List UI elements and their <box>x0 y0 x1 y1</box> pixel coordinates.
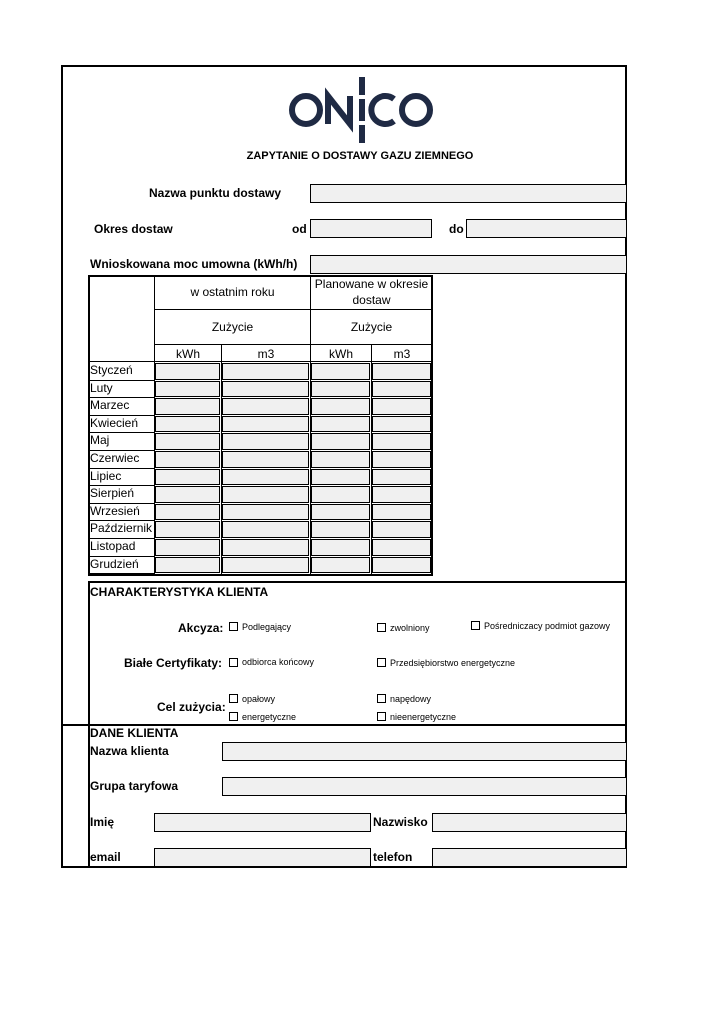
usage-cell-kwh-last[interactable] <box>155 451 220 468</box>
power-input[interactable] <box>310 255 627 274</box>
usage-cell-kwh-planned[interactable] <box>311 416 370 433</box>
usage-cell-kwh-planned[interactable] <box>311 381 370 398</box>
month-label: Marzec <box>90 398 130 413</box>
usage-cell-m3-last[interactable] <box>222 539 309 556</box>
usage-cell-m3-planned[interactable] <box>372 381 431 398</box>
delivery-point-input[interactable] <box>310 184 627 203</box>
usage-cell-m3-last[interactable] <box>222 469 309 486</box>
form-title: ZAPYTANIE O DOSTAWY GAZU ZIEMNEGO <box>246 150 474 162</box>
usage-cell-kwh-last[interactable] <box>155 557 220 574</box>
usage-cell-kwh-last[interactable] <box>155 433 220 450</box>
email-input[interactable] <box>154 848 371 867</box>
usage-cell-m3-last[interactable] <box>222 416 309 433</box>
usage-cell-m3-last[interactable] <box>222 486 309 503</box>
usage-cell-kwh-planned[interactable] <box>311 433 370 450</box>
unit-m3-last: m3 <box>257 347 275 361</box>
usage-cell-kwh-last[interactable] <box>155 363 220 380</box>
use-heating-label: opałowy <box>242 694 276 704</box>
usage-cell-m3-last[interactable] <box>222 363 309 380</box>
excise-label: Akcyza: <box>178 621 224 635</box>
usage-cell-m3-planned[interactable] <box>372 521 431 538</box>
excise-exempt-label: zwolniony <box>390 623 430 633</box>
usage-cell-m3-last[interactable] <box>222 521 309 538</box>
usage-cell-kwh-planned[interactable] <box>311 451 370 468</box>
month-label: Kwiecień <box>90 415 139 430</box>
use-propulsion-label: napędowy <box>390 694 432 704</box>
phone-label: telefon <box>373 850 413 864</box>
excise-subject-label: Podlegający <box>242 622 292 632</box>
month-label: Sierpień <box>90 486 135 501</box>
power-label: Wnioskowana moc umowna (kWh/h) <box>90 257 298 271</box>
certs-end-user-label: odbiorca końcowy <box>242 657 315 667</box>
client-name-input[interactable] <box>222 742 627 761</box>
excise-intermediary-checkbox[interactable] <box>471 621 480 630</box>
usage-cell-kwh-planned[interactable] <box>311 398 370 415</box>
month-label: Grudzień <box>90 556 139 571</box>
tariff-group-label: Grupa taryfowa <box>90 779 179 793</box>
certs-energy-company-checkbox[interactable] <box>377 658 386 667</box>
usage-cell-m3-planned[interactable] <box>372 451 431 468</box>
excise-subject-checkbox[interactable] <box>229 622 238 631</box>
last-name-label: Nazwisko <box>373 815 428 829</box>
usage-cell-kwh-planned[interactable] <box>311 363 370 380</box>
usage-cell-m3-planned[interactable] <box>372 398 431 415</box>
usage-cell-kwh-last[interactable] <box>155 398 220 415</box>
usage-cell-m3-planned[interactable] <box>372 557 431 574</box>
month-label: Listopad <box>90 539 136 553</box>
client-name-label: Nazwa klienta <box>90 744 169 758</box>
usage-cell-m3-planned[interactable] <box>372 539 431 556</box>
use-energy-checkbox[interactable] <box>229 712 238 721</box>
excise-exempt-checkbox[interactable] <box>377 623 386 632</box>
onico-logo <box>288 77 434 143</box>
usage-cell-kwh-planned[interactable] <box>311 504 370 521</box>
client-char-heading: CHARAKTERYSTYKA KLIENTA <box>90 585 269 599</box>
usage-cell-kwh-last[interactable] <box>155 504 220 521</box>
header-last-year: w ostatnim roku <box>190 285 275 299</box>
use-purpose-label: Cel zużycia: <box>157 700 226 714</box>
header-usage-last: Zużycie <box>211 320 254 334</box>
month-label: Styczeń <box>90 363 133 377</box>
phone-input[interactable] <box>432 848 627 867</box>
month-label: Czerwiec <box>90 451 140 465</box>
usage-cell-m3-planned[interactable] <box>372 504 431 521</box>
usage-cell-m3-last[interactable] <box>222 381 309 398</box>
usage-cell-kwh-last[interactable] <box>155 521 220 538</box>
usage-cell-kwh-planned[interactable] <box>311 469 370 486</box>
usage-cell-kwh-last[interactable] <box>155 381 220 398</box>
tariff-group-input[interactable] <box>222 777 627 796</box>
usage-cell-m3-last[interactable] <box>222 398 309 415</box>
unit-m3-planned: m3 <box>393 347 411 361</box>
use-nonenergy-label: nieenergetyczne <box>390 712 457 722</box>
usage-cell-kwh-planned[interactable] <box>311 539 370 556</box>
certs-energy-company-label: Przedsiębiorstwo energetyczne <box>390 658 516 668</box>
first-name-label: Imię <box>90 815 115 829</box>
white-certs-label: Białe Certyfikaty: <box>124 656 223 670</box>
use-heating-checkbox[interactable] <box>229 694 238 703</box>
use-energy-label: energetyczne <box>242 712 297 722</box>
last-name-input[interactable] <box>432 813 627 832</box>
header-planned: Planowane w okresie dostaw <box>314 277 429 307</box>
month-label: Październik <box>90 521 153 536</box>
usage-cell-m3-last[interactable] <box>222 433 309 450</box>
first-name-input[interactable] <box>154 813 371 832</box>
period-label: Okres dostaw <box>94 222 173 236</box>
usage-cell-kwh-planned[interactable] <box>311 486 370 503</box>
client-data-heading: DANE KLIENTA <box>90 726 179 740</box>
usage-cell-kwh-planned[interactable] <box>311 521 370 538</box>
usage-cell-m3-planned[interactable] <box>372 433 431 450</box>
unit-kwh-last: kWh <box>176 347 200 361</box>
to-label: do <box>449 222 464 236</box>
month-label: Luty <box>90 380 113 395</box>
unit-kwh-planned: kWh <box>329 347 353 361</box>
usage-cell-m3-last[interactable] <box>222 451 309 468</box>
usage-cell-m3-planned[interactable] <box>372 469 431 486</box>
usage-cell-kwh-last[interactable] <box>155 469 220 486</box>
month-label: Lipiec <box>90 468 122 483</box>
usage-cell-m3-last[interactable] <box>222 504 309 521</box>
period-to-input[interactable] <box>466 219 627 238</box>
usage-cell-kwh-last[interactable] <box>155 539 220 556</box>
delivery-point-label: Nazwa punktu dostawy <box>149 186 282 200</box>
certs-end-user-checkbox[interactable] <box>229 658 238 667</box>
period-from-input[interactable] <box>310 219 432 238</box>
usage-cell-m3-last[interactable] <box>222 557 309 574</box>
usage-cell-m3-planned[interactable] <box>372 486 431 503</box>
usage-cell-kwh-last[interactable] <box>155 416 220 433</box>
excise-intermediary-label: Pośredniczacy podmiot gazowy <box>484 621 611 631</box>
from-label: od <box>292 222 307 236</box>
usage-cell-kwh-last[interactable] <box>155 486 220 503</box>
month-label: Maj <box>90 433 110 448</box>
use-propulsion-checkbox[interactable] <box>377 694 386 703</box>
usage-cell-m3-planned[interactable] <box>372 363 431 380</box>
usage-cell-m3-planned[interactable] <box>372 416 431 433</box>
month-label: Wrzesień <box>90 503 140 518</box>
email-label: email <box>90 850 121 864</box>
usage-cell-kwh-planned[interactable] <box>311 557 370 574</box>
header-usage-planned: Zużycie <box>350 320 393 334</box>
use-nonenergy-checkbox[interactable] <box>377 712 386 721</box>
